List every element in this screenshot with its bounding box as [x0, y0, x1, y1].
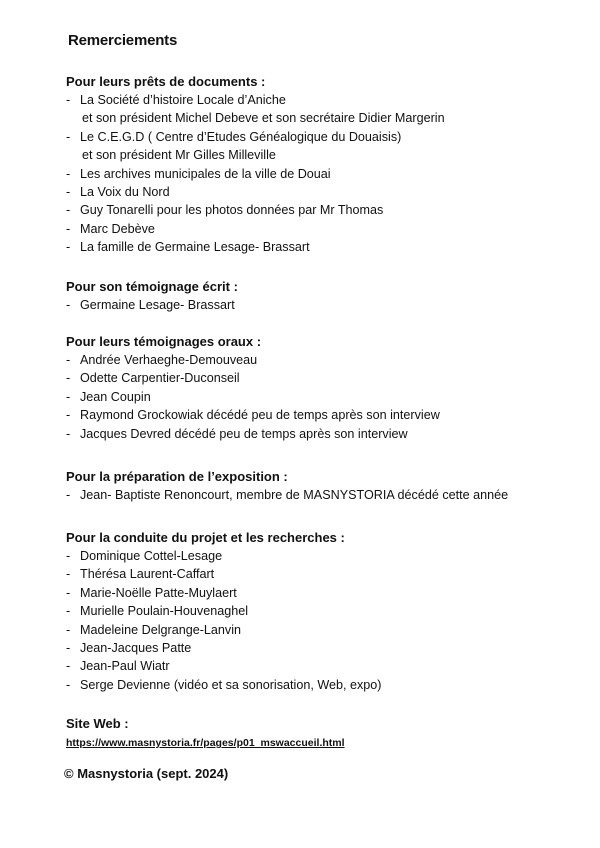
list-item: - Madeleine Delgrange-Lanvin: [66, 621, 586, 639]
list-item: - Jean Coupin: [66, 388, 586, 406]
list-item: - Raymond Grockowiak décédé peu de temps après son interview: [66, 406, 586, 424]
list-item: - La Voix du Nord: [66, 183, 586, 201]
list-item: - Germaine Lesage- Brassart: [66, 296, 586, 314]
section-website: [66, 715, 586, 751]
list-item: - Jean- Baptiste Renoncourt, membre de MASNYSTORIA décédé cette année: [66, 486, 586, 504]
list-item-continuation: et son président Michel Debeve et son secrétaire Didier Margerin: [82, 111, 445, 126]
list-item: - Les archives municipales de la ville de Douai: [66, 165, 586, 183]
list-item: - Jean-Paul Wiatr: [66, 657, 586, 675]
section-oral-testimonies: [66, 333, 586, 443]
section-heading: Pour leurs prêts de documents :: [66, 74, 266, 89]
list-item: - Thérésa Laurent-Caffart: [66, 565, 586, 583]
list-item-continuation: et son président Mr Gilles Milleville: [82, 148, 276, 163]
list-item: - Andrée Verhaeghe-Demouveau: [66, 351, 586, 369]
list: [66, 547, 586, 694]
list-item: - Dominique Cottel-Lesage: [66, 547, 586, 565]
section-heading: Pour son témoignage écrit :: [66, 279, 238, 294]
list: [66, 486, 586, 504]
list-item: - Marie-Noëlle Patte-Muylaert: [66, 584, 586, 602]
list-item: - Murielle Poulain-Houvenaghel: [66, 602, 586, 620]
list-item: - Marc Debève: [66, 220, 586, 238]
section-heading: Pour la conduite du projet et les recherches :: [66, 530, 345, 545]
list: [66, 91, 586, 257]
list-item: - La famille de Germaine Lesage- Brassart: [66, 238, 586, 256]
section-written-testimony: [66, 278, 586, 314]
section-exhibition-preparation: [66, 468, 586, 504]
list-item: - Jacques Devred décédé peu de temps après son interview: [66, 425, 586, 443]
list: [66, 351, 586, 443]
page-title: Remerciements: [68, 32, 178, 49]
section-heading: Pour leurs témoignages oraux :: [66, 334, 262, 349]
list-item: - Serge Devienne (vidéo et sa sonorisation, Web, expo): [66, 676, 586, 694]
list-item: - Le C.E.G.D ( Centre d’Etudes Généalogique du Douaisis): [66, 128, 586, 146]
list-item: - Odette Carpentier-Duconseil: [66, 369, 586, 387]
list: [66, 296, 586, 314]
website-heading: Site Web :: [66, 716, 129, 731]
list-item: - Jean-Jacques Patte: [66, 639, 586, 657]
list-item: - Guy Tonarelli pour les photos données par Mr Thomas: [66, 201, 586, 219]
section-project-research: [66, 529, 586, 694]
website-link[interactable]: https://www.masnystoria.fr/pages/p01_mswaccueil.html: [66, 737, 345, 749]
copyright-notice: © Masnystoria (sept. 2024): [64, 766, 229, 781]
section-heading: Pour la préparation de l’exposition :: [66, 469, 288, 484]
list-item: - La Société d’histoire Locale d’Aniche: [66, 91, 586, 109]
section-document-loans: [66, 73, 586, 257]
